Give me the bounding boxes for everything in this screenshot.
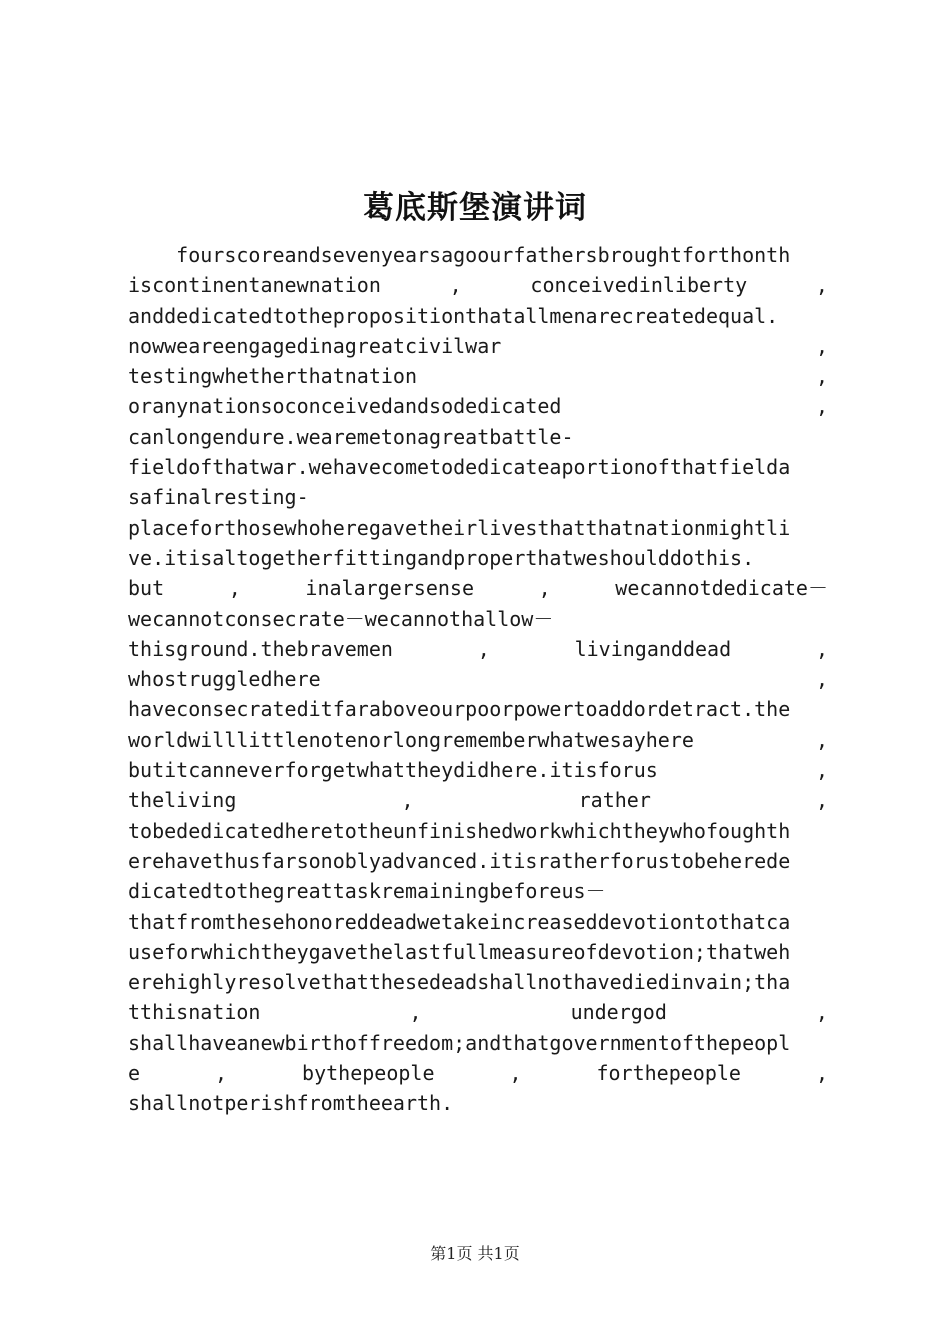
- text-segment: ,: [815, 1000, 828, 1025]
- text-segment: ,: [401, 788, 414, 813]
- text-line: [128, 664, 828, 694]
- text-line: tobededicatedheretotheunfinishedworkwhichtheywhofoughth: [128, 818, 791, 843]
- text-line: [128, 270, 828, 300]
- text-line: [128, 755, 828, 785]
- text-segment: tthisnation: [128, 1000, 261, 1025]
- text-segment: ,: [228, 576, 241, 601]
- page-footer: 第1页 共1页: [430, 1244, 520, 1263]
- text-segment: ,: [815, 333, 828, 358]
- text-line: canlongendure.wearemetonagreatbattle-: [128, 424, 574, 449]
- text-segment: ,: [815, 394, 828, 419]
- text-segment: ,: [815, 364, 828, 389]
- text-line: fourscoreandsevenyearsagoourfathersbroughtforthonth: [128, 243, 791, 267]
- text-segment: nowweareengagedinagreatcivilwar: [128, 333, 502, 358]
- text-segment: ,: [409, 1000, 422, 1025]
- text-line: [128, 785, 828, 815]
- text-segment: iscontinentanewnation: [128, 273, 381, 298]
- text-line: dicatedtothegreattaskremainingbeforeus－: [128, 879, 606, 904]
- text-line: [128, 1058, 828, 1088]
- text-line: ve.itisaltogetherfittingandproperthatweshoulddothis.: [128, 545, 755, 570]
- speech-body: [128, 240, 828, 1119]
- text-segment: ,: [449, 273, 462, 298]
- text-line: [128, 997, 828, 1027]
- text-segment: whostruggledhere: [128, 667, 321, 692]
- text-segment: inalargersense: [305, 576, 474, 601]
- text-segment: butitcanneverforgetwhattheydidhere.itisforus: [128, 758, 658, 783]
- text-segment: oranynationsoconceivedandsodedicated: [128, 394, 562, 419]
- text-segment: ,: [215, 1061, 228, 1086]
- text-segment: testingwhetherthatnation: [128, 364, 417, 389]
- text-line: [128, 573, 828, 603]
- text-line: erehavethusfarsonoblyadvanced.itisratherforustobeherede: [128, 848, 791, 873]
- text-segment: ,: [815, 788, 828, 813]
- text-segment: theliving: [128, 788, 237, 813]
- text-line: safinalresting-: [128, 485, 309, 510]
- text-segment: ,: [815, 667, 828, 692]
- text-segment: ,: [815, 273, 828, 298]
- text-line: [128, 634, 828, 664]
- text-line: [128, 331, 828, 361]
- text-segment: ,: [815, 758, 828, 783]
- text-segment: worldwilllittlenotenorlongrememberwhatwesayhere: [128, 727, 694, 752]
- text-line: placeforthosewhoheregavetheirlivesthatthatnationmightli: [128, 515, 791, 540]
- text-segment: ,: [815, 727, 828, 752]
- text-segment: bythepeople: [302, 1061, 435, 1086]
- text-line: haveconsecrateditfaraboveourpoorpowertoaddordetract.the: [128, 697, 791, 722]
- text-line: [128, 361, 828, 391]
- text-segment: ,: [509, 1061, 522, 1086]
- text-segment: forthepeople: [596, 1061, 741, 1086]
- text-segment: but: [128, 576, 165, 601]
- text-line: [128, 725, 828, 755]
- text-segment: e: [128, 1061, 141, 1086]
- text-segment: ,: [815, 636, 828, 661]
- text-segment: thisground.thebravemen: [128, 636, 393, 661]
- text-segment: undergod: [570, 1000, 667, 1025]
- text-segment: ,: [538, 576, 551, 601]
- text-line: [128, 391, 828, 421]
- text-line: thatfromthesehonoreddeadwetakeincreaseddevotiontothatca: [128, 909, 791, 934]
- page-title: 葛底斯堡演讲词: [363, 190, 587, 226]
- text-line: shallhaveanewbirthoffreedom;andthatgovernmentofthepeopl: [128, 1030, 791, 1055]
- text-segment: ,: [477, 636, 490, 661]
- text-segment: conceivedinliberty: [530, 273, 748, 298]
- text-segment: ,: [815, 1061, 828, 1086]
- text-line: fieldofthatwar.wehavecometodedicateaportionofthatfielda: [128, 455, 791, 480]
- text-line: erehighlyresolvethatthesedeadshallnothavediedinvain;tha: [128, 970, 791, 995]
- text-line: shallnotperishfromtheearth.: [128, 1091, 454, 1116]
- text-line: anddedicatedtothepropositionthatallmenarecreatedequal.: [128, 303, 779, 328]
- text-line: useforwhichtheygavethelastfullmeasureofdevotion;thatweh: [128, 939, 791, 964]
- text-segment: rather: [578, 788, 651, 813]
- text-line: wecannotconsecrate－wecannothallow－: [128, 606, 554, 631]
- text-segment: livinganddead: [574, 636, 732, 661]
- text-segment: wecannotdedicate－: [615, 576, 828, 601]
